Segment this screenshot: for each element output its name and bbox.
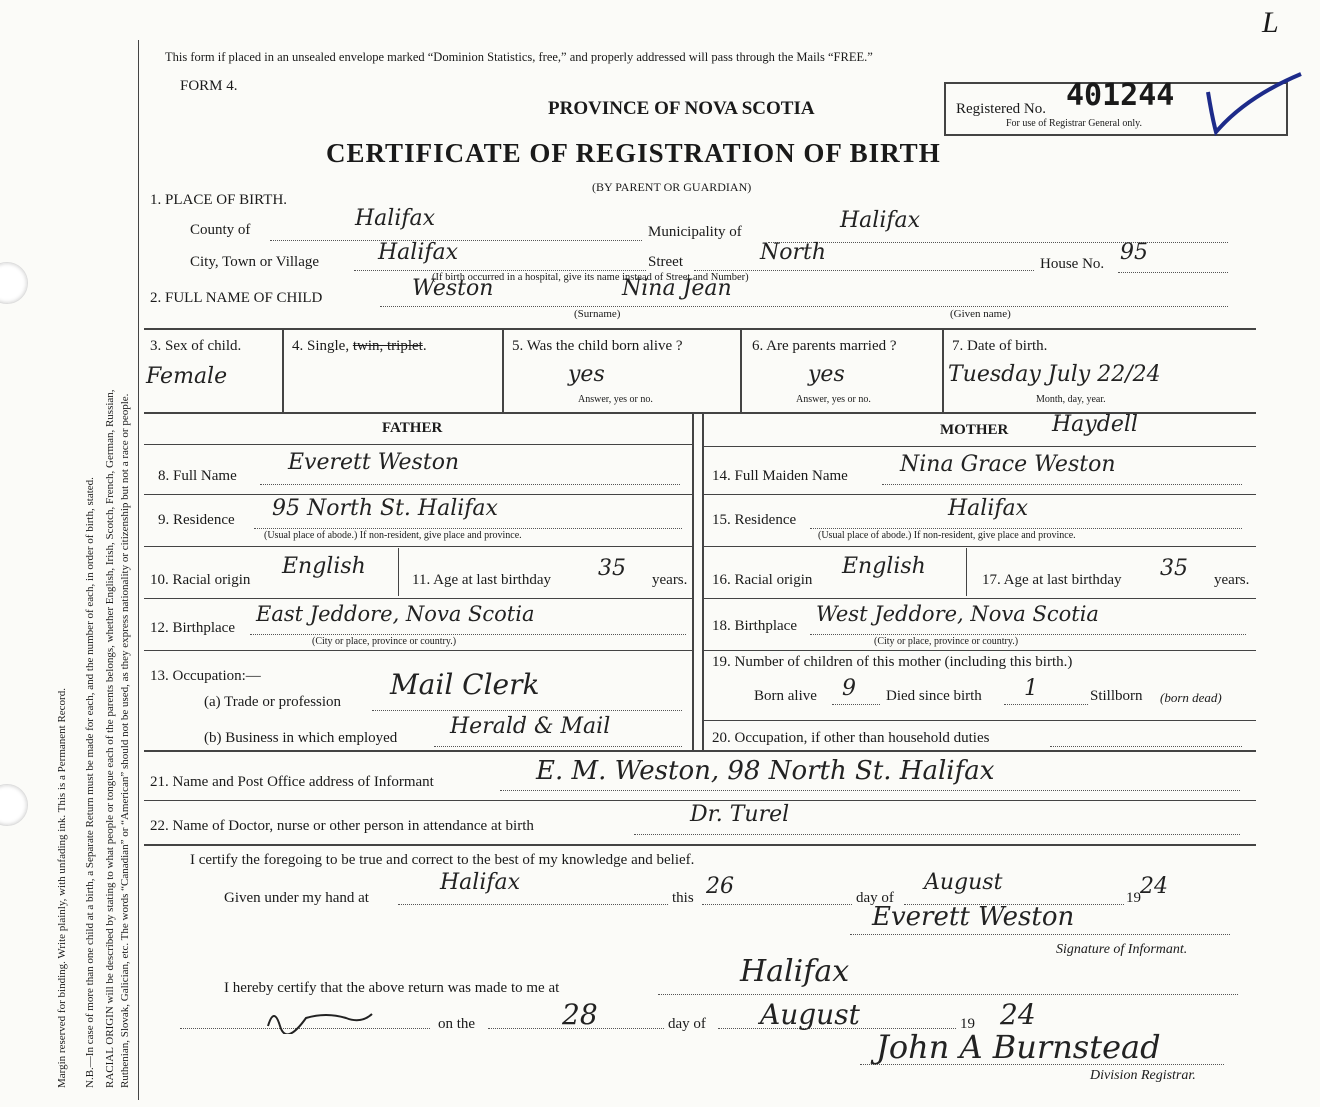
alive-label: 5. Was the child born alive ? (512, 338, 683, 354)
stillborn-label: Stillborn (1090, 688, 1143, 704)
mother-residence-value: Halifax (948, 496, 1029, 521)
registrar-statement: I hereby certify that the above return was made to me at (224, 980, 560, 996)
father-residence-label: 9. Residence (158, 512, 235, 528)
year-prefix: 19 (1126, 890, 1141, 906)
mother-age-value: 35 (1160, 556, 1188, 581)
on-the-label: on the (438, 1016, 476, 1032)
mother-birthplace-label: 18. Birthplace (712, 618, 797, 634)
father-residence-caption: (Usual place of abode.) If non-resident, give place and province. (264, 530, 522, 541)
registered-label: Registered No. (956, 101, 1046, 117)
mother-heading-note: Haydell (1052, 412, 1138, 437)
county-label: County of (190, 222, 251, 238)
father-age-value: 35 (598, 556, 626, 581)
married-caption: Answer, yes or no. (796, 394, 871, 405)
registrar-place: Halifax (740, 954, 850, 989)
father-occupation-label: 13. Occupation:— (150, 668, 261, 684)
registrar-day: 28 (562, 998, 598, 1031)
place-of-birth-label: 1. PLACE OF BIRTH. (150, 192, 288, 208)
registrar-note: For use of Registrar General only. (1006, 118, 1142, 129)
born-alive-value: 9 (842, 676, 856, 701)
mother-residence-caption: (Usual place of abode.) If non-resident, give place and province. (818, 530, 1076, 541)
father-heading: FATHER (382, 420, 443, 436)
born-alive-label: Born alive (754, 688, 817, 704)
child-surname: Weston (412, 276, 494, 301)
child-given-name: Nina Jean (622, 276, 732, 301)
sex-label: 3. Sex of child. (150, 338, 242, 354)
mother-residence-label: 15. Residence (712, 512, 797, 528)
registrar-day-of-label: day of (668, 1016, 706, 1032)
city-label: City, Town or Village (190, 254, 320, 270)
father-birthplace-label: 12. Birthplace (150, 620, 235, 636)
binding-hole-top (0, 262, 28, 304)
margin-note-2: N.B.—In case of more than one child at a birth, a Separate Return must be made for each, and the number of each, in order of birth, stated. (84, 477, 96, 1088)
city-value: Halifax (378, 240, 459, 265)
municipality-label: Municipality of (648, 224, 742, 240)
mother-age-unit: years. (1214, 572, 1250, 588)
informant-value: E. M. Weston, 98 North St. Halifax (536, 756, 995, 786)
mother-race-label: 16. Racial origin (712, 572, 813, 588)
died-label: Died since birth (886, 688, 982, 704)
father-business-label: (b) Business in which employed (204, 730, 398, 746)
father-race-label: 10. Racial origin (150, 572, 251, 588)
registrar-month: August (760, 998, 860, 1031)
hospital-note: (If birth occurred in a hospital, give its name instead of Street and Number) (432, 272, 749, 283)
father-trade-value: Mail Clerk (390, 668, 540, 701)
mother-age-label: 17. Age at last birthday (982, 572, 1122, 588)
single-label-text: 4. Single, (292, 338, 350, 354)
dob-caption: Month, day, year. (1036, 394, 1106, 405)
registrar-year-prefix: 19 (960, 1016, 975, 1032)
mother-race-value: English (842, 554, 926, 579)
single-label-struck: twin, triplet (352, 338, 423, 354)
father-birthplace-caption: (City or place, province or country.) (312, 636, 457, 647)
registered-number: 401244 (1066, 78, 1175, 113)
margin-rule (138, 40, 139, 1100)
mother-name-value: Nina Grace Weston (900, 452, 1116, 477)
alive-value: yes (568, 362, 605, 387)
month-value: August (924, 870, 1003, 895)
certificate-title: CERTIFICATE OF REGISTRATION OF BIRTH (326, 138, 941, 168)
father-birthplace-value: East Jeddore, Nova Scotia (256, 602, 535, 626)
stillborn-note: (born dead) (1160, 690, 1222, 705)
father-race-value: English (282, 554, 366, 579)
certificate-subtitle: (BY PARENT OR GUARDIAN) (592, 180, 752, 194)
mother-occupation-label: 20. Occupation, if other than household duties (712, 730, 990, 746)
given-caption: (Given name) (950, 308, 1011, 320)
father-trade-label: (a) Trade or profession (204, 694, 342, 710)
sex-value: Female (146, 364, 228, 389)
surname-caption: (Surname) (574, 308, 621, 320)
registrar-year: 24 (1000, 998, 1036, 1031)
street-value: North (760, 240, 827, 265)
father-name-label: 8. Full Name (158, 468, 237, 484)
died-value: 1 (1024, 676, 1038, 701)
check-mark-icon (1206, 72, 1306, 137)
dob-label: 7. Date of birth. (952, 338, 1048, 354)
doctor-value: Dr. Turel (690, 802, 790, 827)
municipality-value: Halifax (840, 208, 921, 233)
county-value: Halifax (355, 206, 436, 231)
this-label: this (672, 890, 694, 906)
single-label-period: . (422, 338, 427, 354)
year-value: 24 (1140, 874, 1168, 899)
father-residence-value: 95 North St. Halifax (272, 496, 498, 521)
margin-note-4: Ruthenian, Slovak, Galician, etc. The words “Canadian” or “American” should not be used, as they express nationality or citizenship but not a race or people. (119, 393, 131, 1088)
certify-statement: I certify the foregoing to be true and correct to the best of my knowledge and belief. (190, 852, 695, 868)
mother-children-label: 19. Number of children of this mother (including this birth.) (712, 654, 1073, 670)
father-age-unit: years. (652, 572, 688, 588)
form-number: FORM 4. (180, 78, 238, 94)
registrar-squiggle-icon (266, 1004, 376, 1034)
married-value: yes (808, 362, 845, 387)
informant-signature: Everett Weston (872, 902, 1075, 932)
binding-hole-bottom (0, 784, 28, 826)
mother-name-label: 14. Full Maiden Name (712, 468, 848, 484)
day-of-label: day of (856, 890, 894, 906)
mail-note: This form if placed in an unsealed envelope marked “Dominion Statistics, free,” and properly addressed will pass through the Mails “FREE.” (165, 50, 873, 64)
doctor-label: 22. Name of Doctor, nurse or other person in attendance at birth (150, 818, 534, 834)
margin-note-1: Margin reserved for binding. Write plainly, with unfading ink. This is a Permanent Record. (56, 688, 68, 1088)
dob-value: Tuesday July 22/24 (948, 362, 1161, 387)
mother-heading: MOTHER (940, 422, 1009, 438)
registrar-caption: Division Registrar. (1090, 1068, 1196, 1083)
alive-caption: Answer, yes or no. (578, 394, 653, 405)
married-label: 6. Are parents married ? (752, 338, 897, 354)
registrar-signature: John A Burnstead (876, 1028, 1161, 1066)
given-under-label: Given under my hand at (224, 890, 369, 906)
this-day: 26 (706, 874, 734, 899)
child-name-label: 2. FULL NAME OF CHILD (150, 290, 323, 306)
house-label: House No. (1040, 256, 1105, 272)
informant-signature-caption: Signature of Informant. (1056, 942, 1188, 957)
house-value: 95 (1120, 240, 1148, 265)
single-label (292, 338, 427, 355)
given-place: Halifax (440, 870, 521, 895)
corner-mark: L (1262, 6, 1279, 39)
street-label: Street (648, 254, 683, 270)
margin-note-3: RACIAL ORIGIN will be described by stating to what people or tongue each of the parents belongs, whether English, Irish, Scotch, French, German, Russian, (104, 389, 116, 1088)
informant-label: 21. Name and Post Office address of Informant (150, 774, 434, 790)
father-business-value: Herald & Mail (450, 714, 611, 739)
father-age-label: 11. Age at last birthday (412, 572, 551, 588)
father-name-value: Everett Weston (288, 450, 460, 475)
mother-birthplace-caption: (City or place, province or country.) (874, 636, 1019, 647)
mother-birthplace-value: West Jeddore, Nova Scotia (816, 602, 1099, 626)
province-title: PROVINCE OF NOVA SCOTIA (548, 98, 815, 119)
